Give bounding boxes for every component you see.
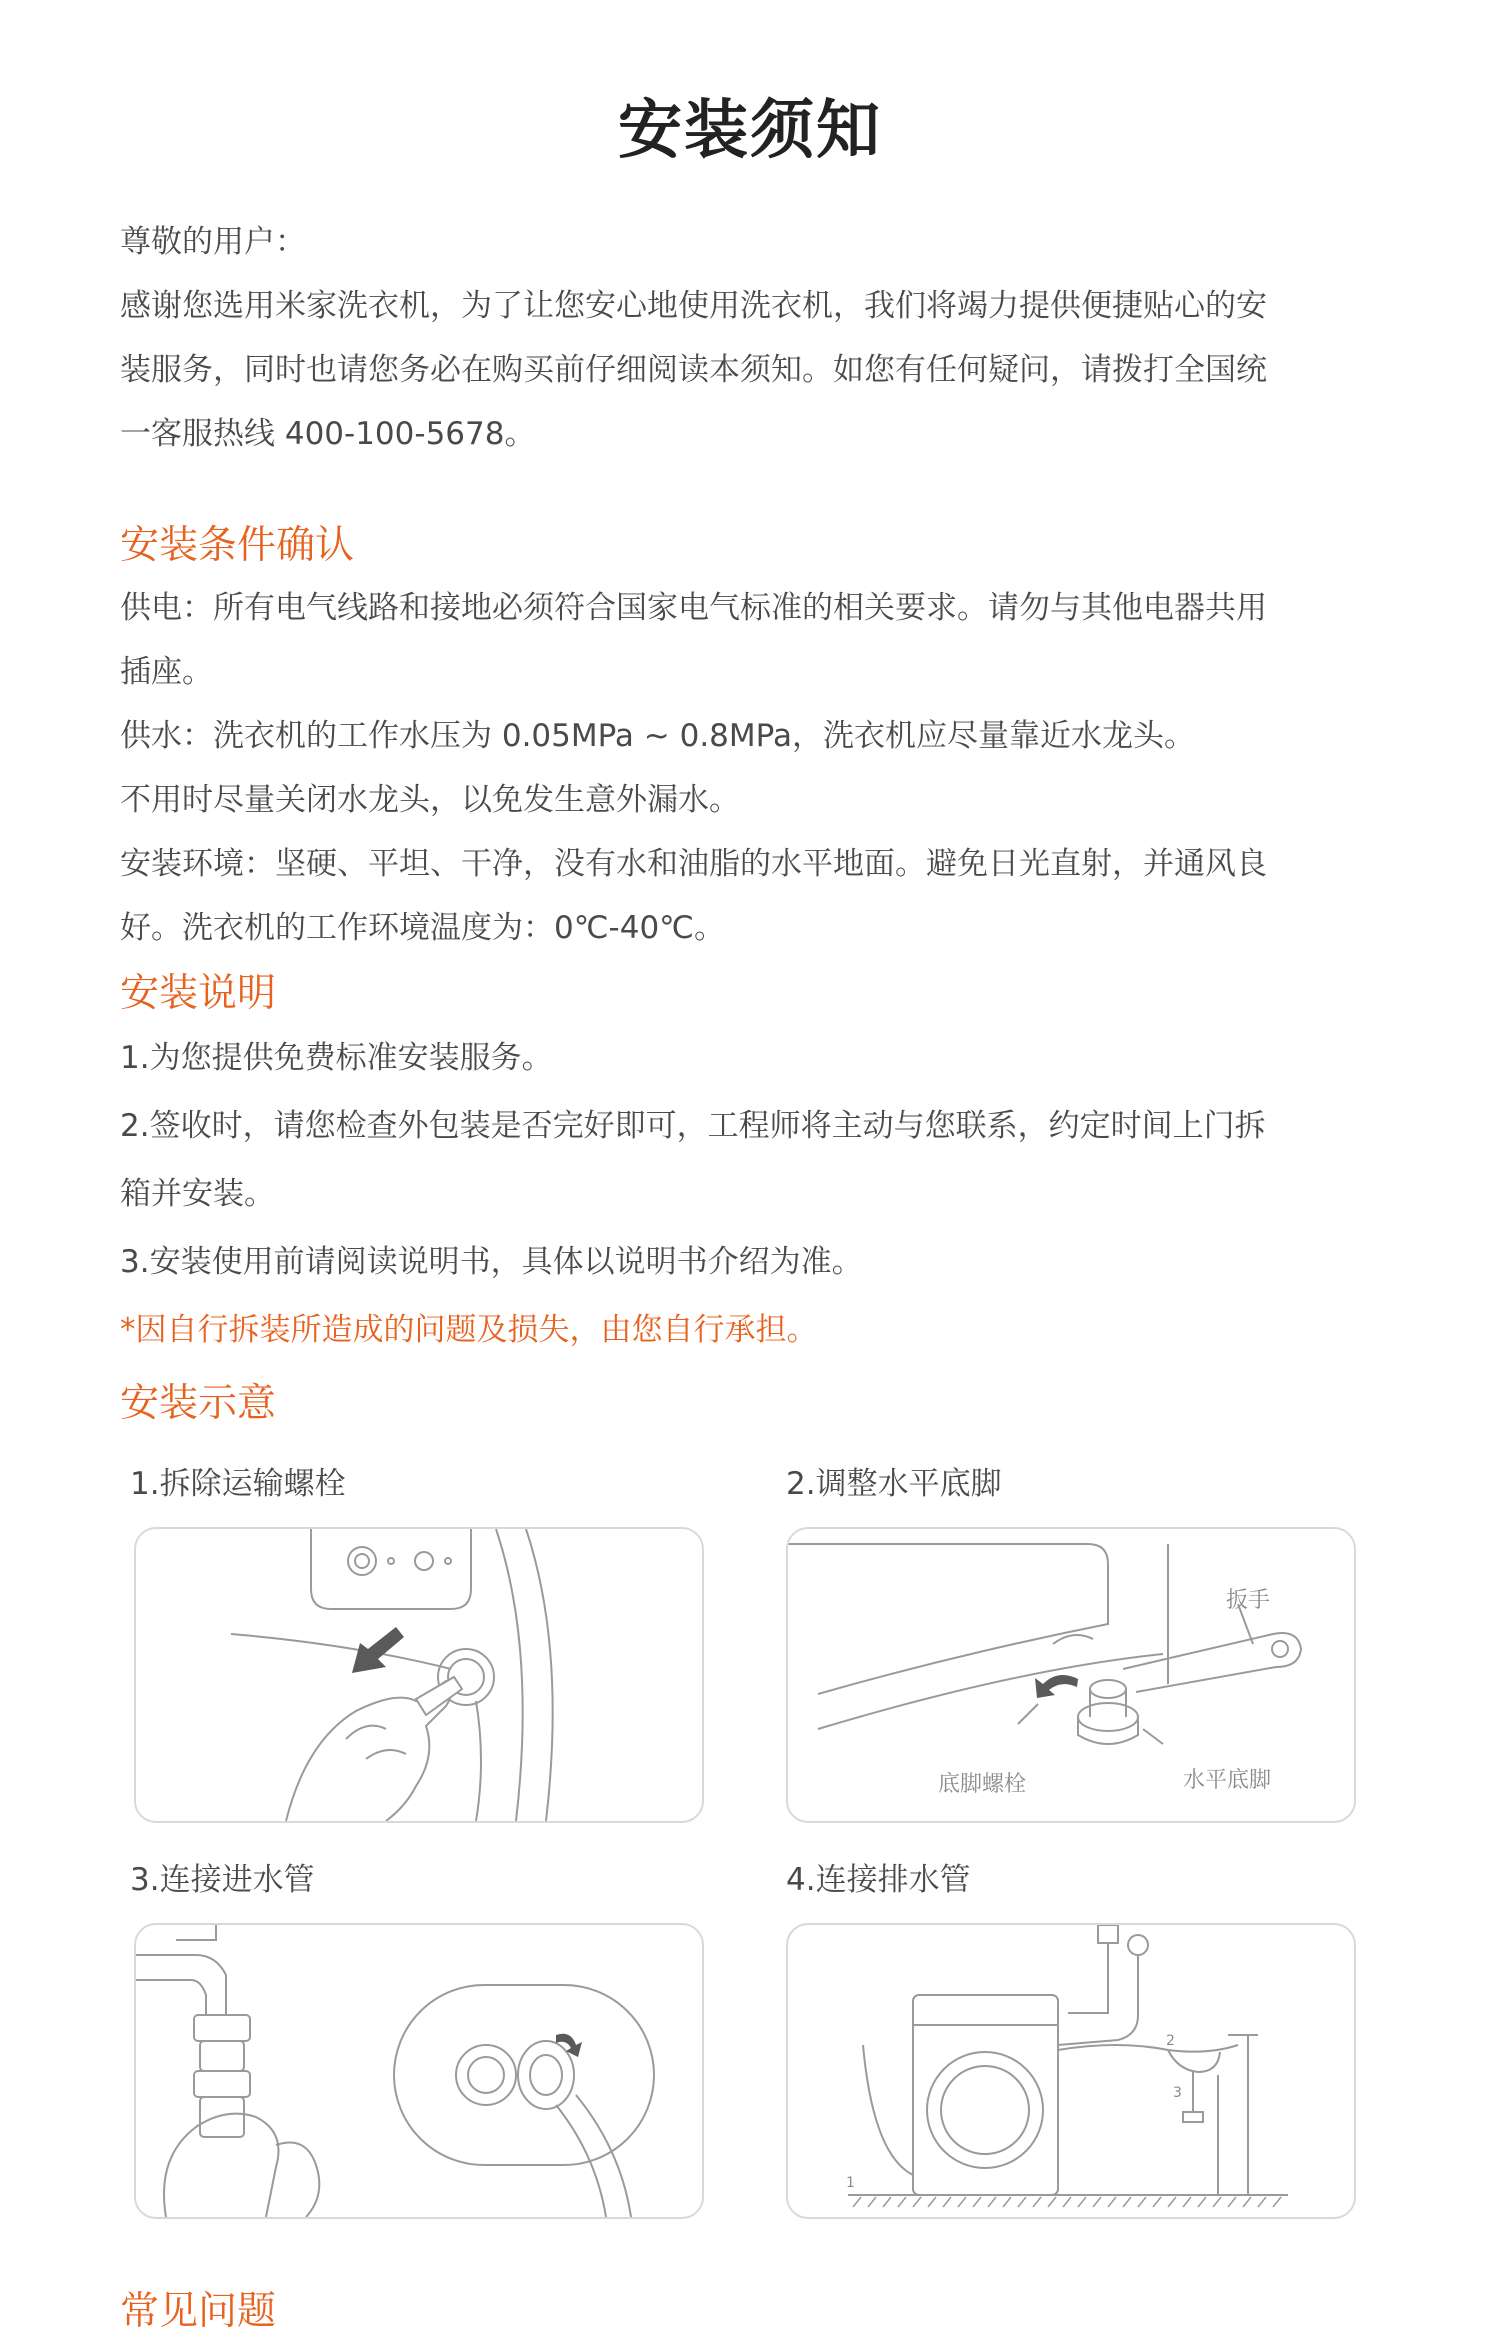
step-label: 1.拆除运输螺栓 xyxy=(130,1466,346,1502)
drain-mark-3: 3 xyxy=(1173,2085,1182,2101)
intro-line: 一客服热线 400-100-5678。 xyxy=(120,416,536,452)
drain-mark-1: 1 xyxy=(846,2175,855,2191)
conditions-heading: 安装条件确认 xyxy=(120,523,355,568)
wrench-callout: 扳手 xyxy=(1226,1588,1271,1613)
conditions-line: 插座。 xyxy=(120,654,213,690)
intro-block xyxy=(120,210,1385,466)
intro-greeting: 尊敬的用户： xyxy=(120,224,306,260)
intro-line: 装服务，同时也请您务必在购买前仔细阅读本须知。如您有任何疑问，请拨打全国统 xyxy=(120,352,1267,388)
conditions-line: 供水：洗衣机的工作水压为 0.05MPa ~ 0.8MPa，洗衣机应尽量靠近水龙头。 xyxy=(120,718,1195,754)
drain-mark-2: 2 xyxy=(1166,2033,1175,2049)
remove-bolt-illustration xyxy=(136,1529,702,1821)
conditions-section xyxy=(120,516,1385,960)
arrow-icon xyxy=(352,1627,404,1673)
warning-text: *因自行拆装所造成的问题及损失，由您自行承担。 xyxy=(120,1312,818,1348)
adjust-feet-illustration xyxy=(788,1529,1354,1821)
conditions-line: 好。洗衣机的工作环境温度为：0℃-40℃。 xyxy=(120,910,725,946)
conditions-line: 不用时尽量关闭水龙头，以免发生意外漏水。 xyxy=(120,782,740,818)
page-title: 安装须知 xyxy=(618,93,882,168)
instructions-line: 箱并安装。 xyxy=(120,1176,275,1212)
instructions-heading: 安装说明 xyxy=(120,971,277,1016)
conditions-line: 安装环境：坚硬、平坦、干净，没有水和油脂的水平地面。避免日光直射，并通风良 xyxy=(120,846,1267,882)
foot-bolt-callout: 底脚螺栓 xyxy=(938,1772,1027,1797)
connect-inlet-illustration xyxy=(136,1925,702,2217)
main-content xyxy=(120,210,1385,1434)
connect-drain-illustration xyxy=(788,1925,1354,2217)
instructions-line: 1.为您提供免费标准安装服务。 xyxy=(120,1040,553,1076)
step-label: 3.连接进水管 xyxy=(130,1862,315,1898)
step-3-illustration xyxy=(134,1923,704,2219)
step-2 xyxy=(786,1462,1356,1797)
diagram-heading: 安装示意 xyxy=(120,1381,277,1426)
diagram-section xyxy=(120,1374,1385,1434)
conditions-line: 供电：所有电气线路和接地必须符合国家电气标准的相关要求。请勿与其他电器共用 xyxy=(120,590,1267,626)
step-label: 2.调整水平底脚 xyxy=(786,1466,1002,1502)
step-4-illustration xyxy=(786,1923,1356,2219)
faq-heading: 常见问题 xyxy=(120,2289,277,2334)
step-1-illustration xyxy=(134,1527,704,1823)
step-label: 4.连接排水管 xyxy=(786,1862,971,1898)
intro-line: 感谢您选用米家洗衣机，为了让您安心地使用洗衣机，我们将竭力提供便捷贴心的安 xyxy=(120,288,1267,324)
instructions-line: 3.安装使用前请阅读说明书，具体以说明书介绍为准。 xyxy=(120,1244,863,1280)
step-3 xyxy=(130,1858,700,1902)
step-4 xyxy=(786,1858,1356,2191)
step-2-illustration xyxy=(786,1527,1356,1823)
instructions-section xyxy=(120,964,1385,1364)
instructions-line: 2.签收时，请您检查外包装是否完好即可，工程师将主动与您联系，约定时间上门拆 xyxy=(120,1108,1266,1144)
level-foot-callout: 水平底脚 xyxy=(1183,1768,1272,1793)
step-1 xyxy=(130,1462,700,1506)
